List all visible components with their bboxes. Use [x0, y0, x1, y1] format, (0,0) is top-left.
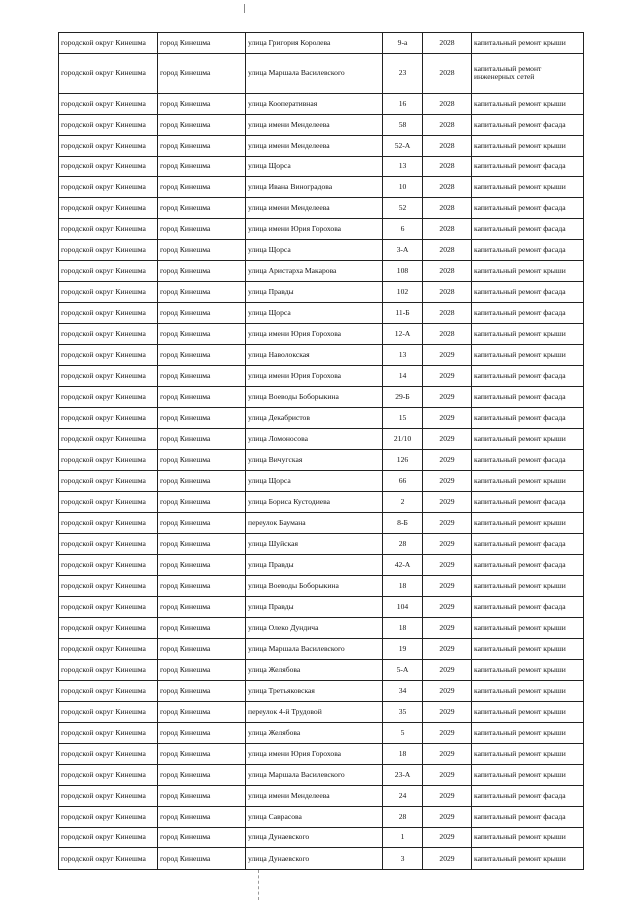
table-row	[59, 156, 584, 177]
table-row	[59, 345, 584, 366]
house-number-cell: 14	[383, 366, 423, 387]
table-row	[59, 596, 584, 617]
work-type-cell: капитальный ремонт крыши	[472, 638, 584, 659]
district-cell: городской округ Кинешма	[59, 345, 158, 366]
table-row	[59, 261, 584, 282]
house-number-cell: 10	[383, 177, 423, 198]
street-cell: улица Саврасова	[246, 806, 383, 827]
work-type-cell: капитальный ремонт инженерных сетей	[472, 53, 584, 93]
street-cell: улица Декабристов	[246, 408, 383, 429]
district-cell: городской округ Кинешма	[59, 408, 158, 429]
district-cell: городской округ Кинешма	[59, 596, 158, 617]
settlement-cell: город Кинешма	[158, 240, 246, 261]
house-number-cell: 18	[383, 575, 423, 596]
table-row	[59, 408, 584, 429]
district-cell: городской округ Кинешма	[59, 743, 158, 764]
settlement-cell: город Кинешма	[158, 53, 246, 93]
year-cell: 2028	[423, 156, 472, 177]
district-cell: городской округ Кинешма	[59, 53, 158, 93]
house-number-cell: 6	[383, 219, 423, 240]
work-type-cell: капитальный ремонт фасада	[472, 492, 584, 513]
year-cell: 2029	[423, 743, 472, 764]
settlement-cell: город Кинешма	[158, 366, 246, 387]
table-row	[59, 450, 584, 471]
house-number-cell: 19	[383, 638, 423, 659]
work-type-cell: капитальный ремонт крыши	[472, 617, 584, 638]
house-number-cell: 13	[383, 156, 423, 177]
year-cell: 2029	[423, 429, 472, 450]
settlement-cell: город Кинешма	[158, 680, 246, 701]
settlement-cell: город Кинешма	[158, 554, 246, 575]
settlement-cell: город Кинешма	[158, 219, 246, 240]
settlement-cell: город Кинешма	[158, 596, 246, 617]
table-row	[59, 492, 584, 513]
settlement-cell: город Кинешма	[158, 806, 246, 827]
house-number-cell: 29-Б	[383, 387, 423, 408]
settlement-cell: город Кинешма	[158, 701, 246, 722]
street-cell: улица имени Менделеева	[246, 785, 383, 806]
settlement-cell: город Кинешма	[158, 93, 246, 114]
house-number-cell: 12-А	[383, 324, 423, 345]
settlement-cell: город Кинешма	[158, 533, 246, 554]
year-cell: 2028	[423, 135, 472, 156]
year-cell: 2028	[423, 177, 472, 198]
year-cell: 2028	[423, 240, 472, 261]
district-cell: городской округ Кинешма	[59, 198, 158, 219]
work-type-cell: капитальный ремонт крыши	[472, 429, 584, 450]
settlement-cell: город Кинешма	[158, 492, 246, 513]
work-type-cell: капитальный ремонт фасада	[472, 219, 584, 240]
work-type-cell: капитальный ремонт крыши	[472, 471, 584, 492]
district-cell: городской округ Кинешма	[59, 827, 158, 848]
work-type-cell: капитальный ремонт крыши	[472, 701, 584, 722]
street-cell: улица Дунаевского	[246, 848, 383, 870]
work-type-cell: капитальный ремонт фасада	[472, 533, 584, 554]
district-cell: городской округ Кинешма	[59, 617, 158, 638]
year-cell: 2028	[423, 114, 472, 135]
year-cell: 2029	[423, 387, 472, 408]
street-cell: улица Маршала Василевского	[246, 764, 383, 785]
street-cell: улица Щорса	[246, 240, 383, 261]
work-type-cell: капитальный ремонт фасада	[472, 785, 584, 806]
year-cell: 2029	[423, 680, 472, 701]
year-cell: 2029	[423, 764, 472, 785]
street-cell: улица Вичугская	[246, 450, 383, 471]
district-cell: городской округ Кинешма	[59, 701, 158, 722]
table-row	[59, 827, 584, 848]
year-cell: 2029	[423, 471, 472, 492]
year-cell: 2029	[423, 450, 472, 471]
district-cell: городской округ Кинешма	[59, 554, 158, 575]
settlement-cell: город Кинешма	[158, 575, 246, 596]
district-cell: городской округ Кинешма	[59, 261, 158, 282]
district-cell: городской округ Кинешма	[59, 512, 158, 533]
table-row	[59, 387, 584, 408]
table-row	[59, 135, 584, 156]
settlement-cell: город Кинешма	[158, 114, 246, 135]
year-cell: 2028	[423, 33, 472, 54]
year-cell: 2029	[423, 408, 472, 429]
year-cell: 2029	[423, 596, 472, 617]
settlement-cell: город Кинешма	[158, 156, 246, 177]
work-type-cell: капитальный ремонт крыши	[472, 827, 584, 848]
settlement-cell: город Кинешма	[158, 429, 246, 450]
settlement-cell: город Кинешма	[158, 827, 246, 848]
table-row	[59, 533, 584, 554]
district-cell: городской округ Кинешма	[59, 492, 158, 513]
street-cell: улица Желябова	[246, 722, 383, 743]
house-number-cell: 28	[383, 533, 423, 554]
work-type-cell: капитальный ремонт крыши	[472, 324, 584, 345]
settlement-cell: город Кинешма	[158, 450, 246, 471]
work-type-cell: капитальный ремонт крыши	[472, 722, 584, 743]
work-type-cell: капитальный ремонт крыши	[472, 33, 584, 54]
district-cell: городской округ Кинешма	[59, 575, 158, 596]
settlement-cell: город Кинешма	[158, 303, 246, 324]
year-cell: 2029	[423, 785, 472, 806]
house-number-cell: 23-А	[383, 764, 423, 785]
house-number-cell: 102	[383, 282, 423, 303]
work-type-cell: капитальный ремонт крыши	[472, 177, 584, 198]
page-edge-mark	[244, 4, 245, 13]
year-cell: 2029	[423, 848, 472, 870]
table-row	[59, 512, 584, 533]
table-row	[59, 743, 584, 764]
house-number-cell: 52-А	[383, 135, 423, 156]
work-type-cell: капитальный ремонт фасада	[472, 596, 584, 617]
house-number-cell: 104	[383, 596, 423, 617]
work-type-cell: капитальный ремонт фасада	[472, 156, 584, 177]
settlement-cell: город Кинешма	[158, 848, 246, 870]
table-row	[59, 240, 584, 261]
table-row	[59, 53, 584, 93]
settlement-cell: город Кинешма	[158, 282, 246, 303]
street-cell: улица имени Юрия Горохова	[246, 743, 383, 764]
district-cell: городской округ Кинешма	[59, 135, 158, 156]
year-cell: 2029	[423, 366, 472, 387]
house-number-cell: 16	[383, 93, 423, 114]
house-number-cell: 8-Б	[383, 512, 423, 533]
house-number-cell: 126	[383, 450, 423, 471]
table-row	[59, 33, 584, 54]
work-type-cell: капитальный ремонт крыши	[472, 575, 584, 596]
table-row	[59, 93, 584, 114]
street-cell: улица Дунаевского	[246, 827, 383, 848]
settlement-cell: город Кинешма	[158, 198, 246, 219]
work-type-cell: капитальный ремонт фасада	[472, 282, 584, 303]
settlement-cell: город Кинешма	[158, 387, 246, 408]
district-cell: городской округ Кинешма	[59, 450, 158, 471]
table-row	[59, 848, 584, 870]
work-type-cell: капитальный ремонт крыши	[472, 659, 584, 680]
year-cell: 2029	[423, 659, 472, 680]
house-number-cell: 15	[383, 408, 423, 429]
table-row	[59, 659, 584, 680]
house-number-cell: 1	[383, 827, 423, 848]
street-cell: улица имени Менделеева	[246, 135, 383, 156]
house-number-cell: 13	[383, 345, 423, 366]
district-cell: городской округ Кинешма	[59, 533, 158, 554]
table-row	[59, 282, 584, 303]
district-cell: городской округ Кинешма	[59, 659, 158, 680]
house-number-cell: 34	[383, 680, 423, 701]
house-number-cell: 3	[383, 848, 423, 870]
street-cell: улица Григория Королева	[246, 33, 383, 54]
district-cell: городской округ Кинешма	[59, 303, 158, 324]
year-cell: 2029	[423, 533, 472, 554]
settlement-cell: город Кинешма	[158, 512, 246, 533]
street-cell: улица Желябова	[246, 659, 383, 680]
district-cell: городской округ Кинешма	[59, 114, 158, 135]
work-type-cell: капитальный ремонт фасада	[472, 554, 584, 575]
settlement-cell: город Кинешма	[158, 785, 246, 806]
street-cell: улица Правды	[246, 596, 383, 617]
district-cell: городской округ Кинешма	[59, 764, 158, 785]
year-cell: 2028	[423, 282, 472, 303]
table-row	[59, 575, 584, 596]
work-type-cell: капитальный ремонт фасада	[472, 387, 584, 408]
street-cell: улица имени Юрия Горохова	[246, 366, 383, 387]
house-number-cell: 35	[383, 701, 423, 722]
street-cell: улица Щорса	[246, 156, 383, 177]
table-row	[59, 177, 584, 198]
house-number-cell: 11-Б	[383, 303, 423, 324]
settlement-cell: город Кинешма	[158, 471, 246, 492]
year-cell: 2029	[423, 827, 472, 848]
district-cell: городской округ Кинешма	[59, 785, 158, 806]
house-number-cell: 9-а	[383, 33, 423, 54]
street-cell: улица Третьяковская	[246, 680, 383, 701]
table-row	[59, 701, 584, 722]
street-cell: улица Воеводы Боборыкина	[246, 575, 383, 596]
work-type-cell: капитальный ремонт фасада	[472, 806, 584, 827]
street-cell: переулок Баумана	[246, 512, 383, 533]
street-cell: улица Шуйская	[246, 533, 383, 554]
settlement-cell: город Кинешма	[158, 764, 246, 785]
district-cell: городской округ Кинешма	[59, 324, 158, 345]
settlement-cell: город Кинешма	[158, 743, 246, 764]
table-row	[59, 366, 584, 387]
street-cell: улица Ивана Виноградова	[246, 177, 383, 198]
table-row	[59, 324, 584, 345]
table-row	[59, 617, 584, 638]
year-cell: 2028	[423, 198, 472, 219]
year-cell: 2028	[423, 303, 472, 324]
table-body	[59, 33, 584, 870]
street-cell: улица Правды	[246, 282, 383, 303]
work-type-cell: капитальный ремонт крыши	[472, 135, 584, 156]
table-row	[59, 764, 584, 785]
house-number-cell: 18	[383, 743, 423, 764]
street-cell: улица Наволокская	[246, 345, 383, 366]
house-number-cell: 66	[383, 471, 423, 492]
house-number-cell: 2	[383, 492, 423, 513]
district-cell: городской округ Кинешма	[59, 156, 158, 177]
work-type-cell: капитальный ремонт крыши	[472, 743, 584, 764]
year-cell: 2028	[423, 261, 472, 282]
year-cell: 2029	[423, 701, 472, 722]
street-cell: улица Щорса	[246, 471, 383, 492]
table-row	[59, 114, 584, 135]
year-cell: 2029	[423, 575, 472, 596]
house-number-cell: 52	[383, 198, 423, 219]
year-cell: 2029	[423, 722, 472, 743]
district-cell: городской округ Кинешма	[59, 177, 158, 198]
street-cell: улица имени Юрия Горохова	[246, 324, 383, 345]
repair-schedule-table	[58, 32, 584, 870]
work-type-cell: капитальный ремонт фасада	[472, 240, 584, 261]
house-number-cell: 21/10	[383, 429, 423, 450]
district-cell: городской округ Кинешма	[59, 722, 158, 743]
street-cell: улица Кооперативная	[246, 93, 383, 114]
year-cell: 2029	[423, 345, 472, 366]
district-cell: городской округ Кинешма	[59, 429, 158, 450]
settlement-cell: город Кинешма	[158, 659, 246, 680]
house-number-cell: 23	[383, 53, 423, 93]
table-row	[59, 554, 584, 575]
work-type-cell: капитальный ремонт крыши	[472, 680, 584, 701]
district-cell: городской округ Кинешма	[59, 806, 158, 827]
table-row	[59, 722, 584, 743]
street-cell: улица имени Менделеева	[246, 114, 383, 135]
table-row	[59, 219, 584, 240]
street-cell: улица Маршала Василевского	[246, 638, 383, 659]
street-cell: улица Бориса Кустодиева	[246, 492, 383, 513]
district-cell: городской округ Кинешма	[59, 219, 158, 240]
house-number-cell: 108	[383, 261, 423, 282]
work-type-cell: капитальный ремонт фасада	[472, 114, 584, 135]
year-cell: 2029	[423, 806, 472, 827]
district-cell: городской округ Кинешма	[59, 638, 158, 659]
street-cell: улица Правды	[246, 554, 383, 575]
street-cell: улица Аристарха Макарова	[246, 261, 383, 282]
settlement-cell: город Кинешма	[158, 638, 246, 659]
table-row	[59, 680, 584, 701]
settlement-cell: город Кинешма	[158, 408, 246, 429]
work-type-cell: капитальный ремонт крыши	[472, 261, 584, 282]
house-number-cell: 5-А	[383, 659, 423, 680]
table-row	[59, 471, 584, 492]
work-type-cell: капитальный ремонт фасада	[472, 366, 584, 387]
year-cell: 2028	[423, 93, 472, 114]
settlement-cell: город Кинешма	[158, 177, 246, 198]
table-row	[59, 303, 584, 324]
work-type-cell: капитальный ремонт крыши	[472, 848, 584, 870]
table-row	[59, 785, 584, 806]
work-type-cell: капитальный ремонт крыши	[472, 345, 584, 366]
street-cell: улица Щорса	[246, 303, 383, 324]
house-number-cell: 5	[383, 722, 423, 743]
settlement-cell: город Кинешма	[158, 135, 246, 156]
year-cell: 2029	[423, 492, 472, 513]
district-cell: городской округ Кинешма	[59, 387, 158, 408]
settlement-cell: город Кинешма	[158, 261, 246, 282]
district-cell: городской округ Кинешма	[59, 33, 158, 54]
year-cell: 2029	[423, 512, 472, 533]
table-row	[59, 806, 584, 827]
work-type-cell: капитальный ремонт фасада	[472, 198, 584, 219]
district-cell: городской округ Кинешма	[59, 93, 158, 114]
settlement-cell: город Кинешма	[158, 722, 246, 743]
year-cell: 2028	[423, 219, 472, 240]
house-number-cell: 3-А	[383, 240, 423, 261]
house-number-cell: 58	[383, 114, 423, 135]
street-cell: улица Воеводы Боборыкина	[246, 387, 383, 408]
work-type-cell: капитальный ремонт крыши	[472, 512, 584, 533]
district-cell: городской округ Кинешма	[59, 282, 158, 303]
house-number-cell: 28	[383, 806, 423, 827]
work-type-cell: капитальный ремонт фасада	[472, 408, 584, 429]
work-type-cell: капитальный ремонт крыши	[472, 93, 584, 114]
year-cell: 2028	[423, 324, 472, 345]
settlement-cell: город Кинешма	[158, 324, 246, 345]
year-cell: 2029	[423, 554, 472, 575]
district-cell: городской округ Кинешма	[59, 848, 158, 870]
year-cell: 2029	[423, 638, 472, 659]
table-row	[59, 198, 584, 219]
district-cell: городской округ Кинешма	[59, 680, 158, 701]
district-cell: городской округ Кинешма	[59, 471, 158, 492]
settlement-cell: город Кинешма	[158, 33, 246, 54]
street-cell: улица имени Менделеева	[246, 198, 383, 219]
scan-crop-mark	[258, 870, 260, 900]
work-type-cell: капитальный ремонт фасада	[472, 450, 584, 471]
work-type-cell: капитальный ремонт крыши	[472, 764, 584, 785]
year-cell: 2028	[423, 53, 472, 93]
table-row	[59, 429, 584, 450]
year-cell: 2029	[423, 617, 472, 638]
house-number-cell: 18	[383, 617, 423, 638]
district-cell: городской округ Кинешма	[59, 240, 158, 261]
work-type-cell: капитальный ремонт фасада	[472, 303, 584, 324]
street-cell: улица Олеко Дундича	[246, 617, 383, 638]
street-cell: переулок 4-й Трудовой	[246, 701, 383, 722]
house-number-cell: 42-А	[383, 554, 423, 575]
street-cell: улица Маршала Василевского	[246, 53, 383, 93]
district-cell: городской округ Кинешма	[59, 366, 158, 387]
settlement-cell: город Кинешма	[158, 345, 246, 366]
settlement-cell: город Кинешма	[158, 617, 246, 638]
street-cell: улица имени Юрия Горохова	[246, 219, 383, 240]
street-cell: улица Ломоносова	[246, 429, 383, 450]
house-number-cell: 24	[383, 785, 423, 806]
table-row	[59, 638, 584, 659]
